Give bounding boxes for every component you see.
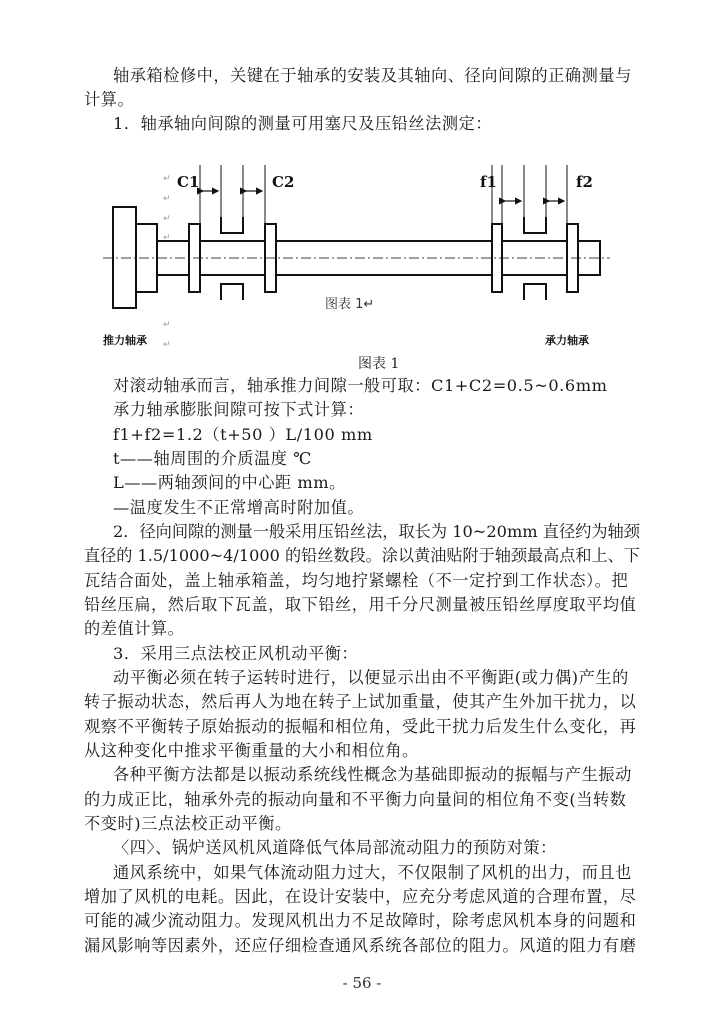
- svg-text:↵: ↵: [163, 214, 171, 224]
- svg-text:↵: ↵: [163, 233, 171, 243]
- label-c2: C2: [272, 173, 295, 191]
- label-c1: C1: [177, 173, 200, 191]
- label-f1: f1: [480, 173, 497, 191]
- figure-inner-caption: 图表 1↵: [325, 297, 375, 312]
- paragraph-line: 漏风影响等因素外，还应仔细检查通风系统各部位的阻力。风道的阻力有磨: [84, 936, 637, 955]
- paragraph-line: 瓦结合面处，盖上轴承箱盖，均匀地拧紧螺栓（不一定拧到工作状态）。把: [84, 571, 629, 590]
- svg-text:↵: ↵: [163, 340, 171, 350]
- bearing-clearance-diagram: [0, 0, 724, 380]
- paragraph-line: 各种平衡方法都是以振动系统线性概念为基础即振动的振幅与产生振动: [113, 765, 632, 784]
- section-heading: 1．轴承轴向间隙的测量可用塞尺及压铅丝法测定：: [113, 114, 493, 133]
- paragraph-line: 计算。: [84, 90, 135, 109]
- load-bearing-label: 承力轴承: [545, 334, 589, 347]
- formula-line: 对滚动轴承而言，轴承推力间隙一般可取：C1+C2=0.5~0.6mm: [113, 376, 608, 395]
- paragraph-line: 轴承箱检修中，关键在于轴承的安装及其轴向、径向间隙的正确测量与: [113, 66, 632, 85]
- paragraph-line: 的力成正比，轴承外壳的振动向量和不平衡力向量间的相位角不变(当转数: [84, 790, 627, 809]
- formula-line: t——轴周围的介质温度 ℃: [113, 449, 312, 468]
- formula-line: f1+f2=1.2（t+50 ）L/100 mm: [113, 425, 373, 444]
- paragraph-line: 的差值计算。: [84, 619, 185, 638]
- figure-caption: 图表 1: [358, 356, 400, 372]
- page-number: - 56 -: [342, 974, 382, 992]
- thrust-bearing-label: 推力轴承: [103, 334, 147, 347]
- paragraph-line: 转子振动状态，然后再人为地在转子上试加重量，使其产生外加干扰力，以: [84, 692, 637, 711]
- paragraph-line: 增加了风机的电耗。因此，在设计安装中，应充分考虑风道的合理布置，尽: [84, 887, 637, 906]
- svg-text:↵: ↵: [163, 174, 171, 184]
- section-heading: 3．采用三点法校正风机动平衡：: [113, 644, 359, 663]
- svg-text:↵: ↵: [163, 194, 171, 204]
- section-heading: 〈四〉、锅炉送风机风道降低气体局部流动阻力的预防对策：: [113, 838, 557, 857]
- formula-line: L——两轴颈间的中心距 mm。: [113, 473, 346, 492]
- paragraph-line: 直径的 1.5/1000~4/1000 的铅丝数段。涂以黄油贴附于轴颈最高点和上、下: [84, 546, 640, 565]
- paragraph-line: 动平衡必须在转子运转时进行，以便显示出由不平衡距(或力偶)产生的: [113, 668, 629, 687]
- bearing-lower-left: [221, 284, 243, 300]
- paragraph-line: 从这种变化中推求平衡重量的大小和相位角。: [84, 741, 419, 760]
- paragraph-line: 通风系统中，如果气体流动阻力过大，不仅限制了风机的出力，而且也: [113, 863, 632, 882]
- label-f2: f2: [576, 173, 593, 191]
- paragraph-line: 铅丝压扁，然后取下瓦盖，取下铅丝，用千分尺测量被压铅丝厚度取平均值: [84, 595, 637, 614]
- svg-text:↵: ↵: [163, 320, 171, 330]
- bearing-lower-right: [524, 284, 546, 300]
- paragraph-line: 不变时)三点法校正动平衡。: [84, 814, 292, 833]
- paragraph-marks: [163, 174, 171, 350]
- formula-line: 承力轴承膨胀间隙可按下式计算：: [113, 400, 365, 419]
- bearing-upper-left: [221, 217, 243, 233]
- paragraph-line: 可能的减少流动阻力。发现风机出力不足故障时，除考虑风机本身的问题和: [84, 911, 637, 930]
- bearing-upper-right: [524, 217, 546, 233]
- formula-line: —温度发生不正常增高时附加值。: [113, 498, 365, 517]
- paragraph-line: 观察不平衡转子原始振动的振幅和相位角，受此干扰力后发生什么变化，再: [84, 717, 637, 736]
- paragraph-line: 2．径向间隙的测量一般采用压铅丝法，取长为 10~20mm 直径约为轴颈: [113, 522, 640, 541]
